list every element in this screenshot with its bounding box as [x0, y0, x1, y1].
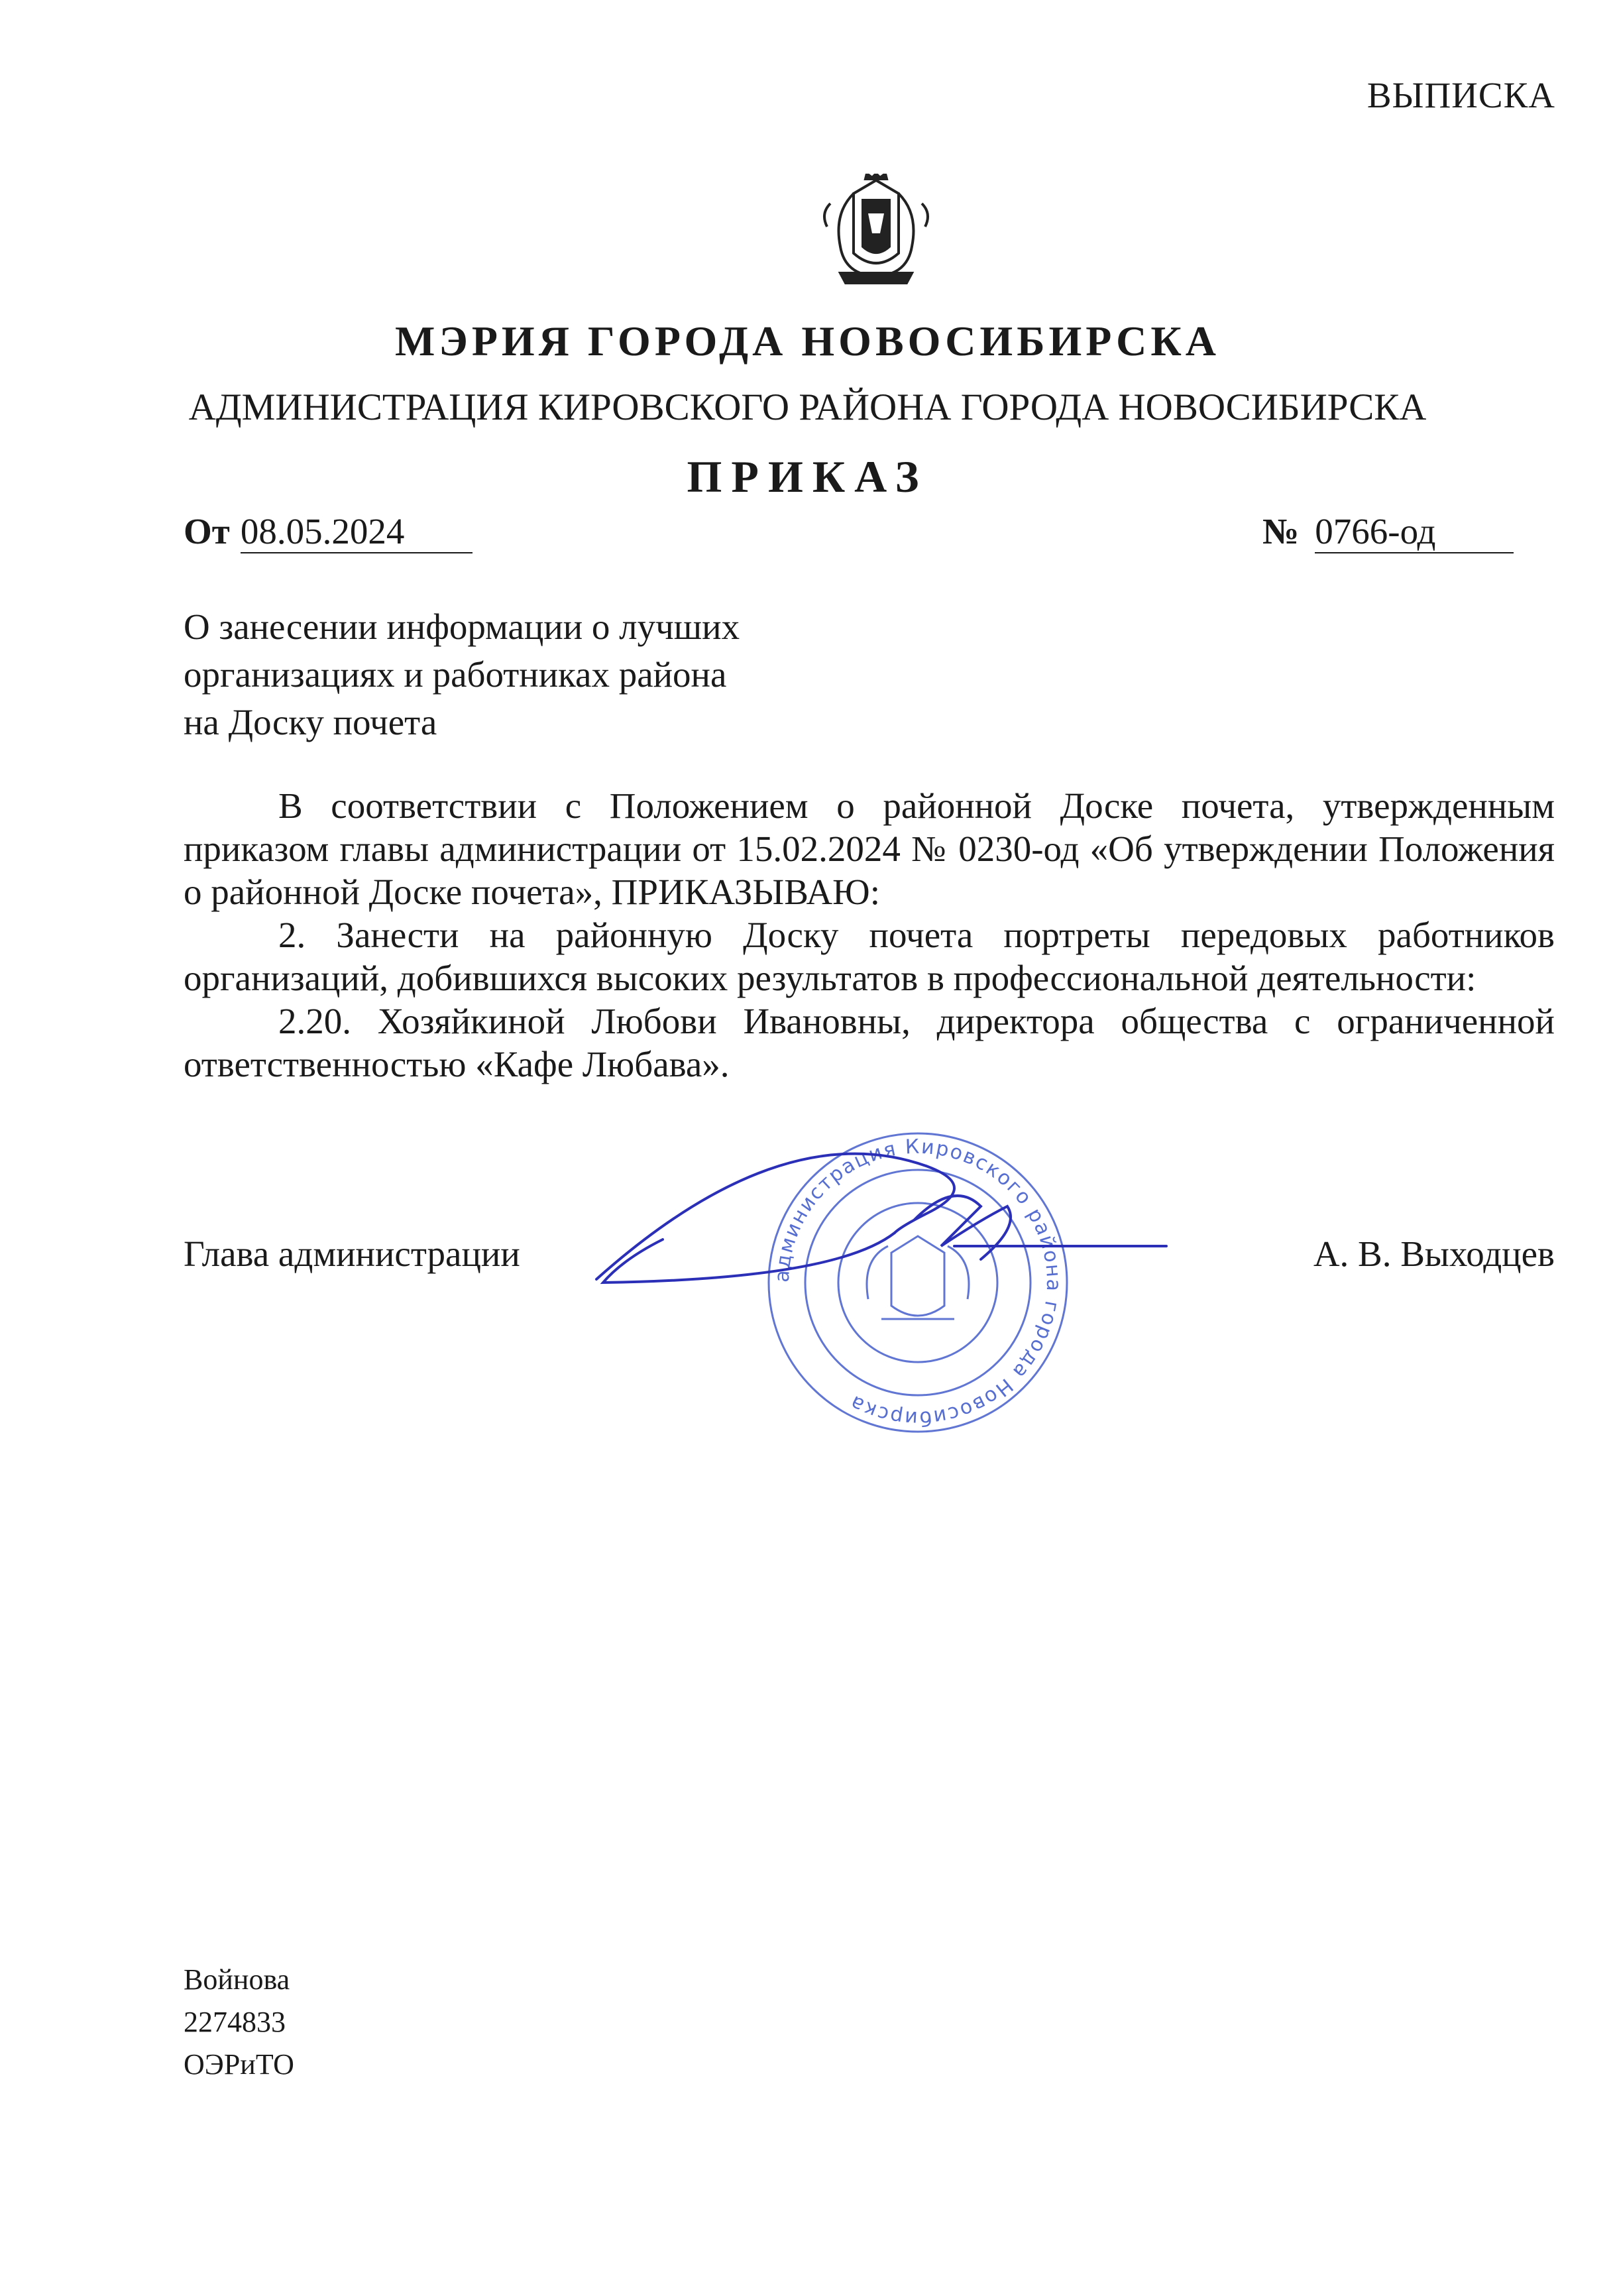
organization-title: МЭРИЯ ГОРОДА НОВОСИБИРСКА	[395, 317, 1220, 365]
document-type-title: ПРИКАЗ	[687, 451, 928, 502]
handwritten-signature-icon	[583, 1127, 1180, 1405]
order-number-line	[1262, 510, 1514, 553]
document-mark: ВЫПИСКА	[1366, 75, 1555, 115]
subject-line: О занесении информации о лучших	[184, 606, 740, 647]
signatory-role: Глава администрации	[184, 1234, 520, 1274]
body-paragraph: В соответствии с Положением о районной Доске почета, утвержденным приказом главы администрации от 15.02.2024 № 0230-од «Об утверждении Положения о районной Доске почета», ПРИКАЗЫВАЮ:	[184, 785, 1555, 912]
order-date-line	[184, 510, 473, 553]
subject-line: на Доску почета	[184, 702, 437, 742]
number-label: №	[1262, 511, 1300, 551]
signatory-name: А. В. Выходцев	[1313, 1234, 1555, 1274]
order-subject	[184, 603, 740, 746]
order-body	[184, 784, 1555, 1086]
order-date: 08.05.2024	[241, 510, 473, 553]
subject-line: организациях и работниках района	[184, 654, 727, 695]
executor-footer	[184, 1959, 294, 2086]
body-paragraph: 2.20. Хозяйкиной Любови Ивановны, директора общества с ограниченной ответственностью «Кафе Любава».	[184, 1001, 1555, 1084]
date-label: От	[184, 511, 230, 551]
city-emblem-icon	[814, 174, 938, 288]
executor-name: Войнова	[184, 1963, 290, 1996]
executor-unit: ОЭРиТО	[184, 2048, 294, 2081]
body-paragraph: 2. Занести на районную Доску почета портреты передовых работников организаций, добившихся высоких результатов в профессиональной деятельности:	[184, 915, 1555, 998]
order-number: 0766-од	[1315, 510, 1514, 553]
executor-phone: 2274833	[184, 2006, 286, 2038]
department-title: АДМИНИСТРАЦИЯ КИРОВСКОГО РАЙОНА ГОРОДА НОВОСИБИРСКА	[188, 386, 1427, 428]
stamp-outer-text: администрация Кировского района города Новосибирска	[770, 1135, 1066, 1430]
